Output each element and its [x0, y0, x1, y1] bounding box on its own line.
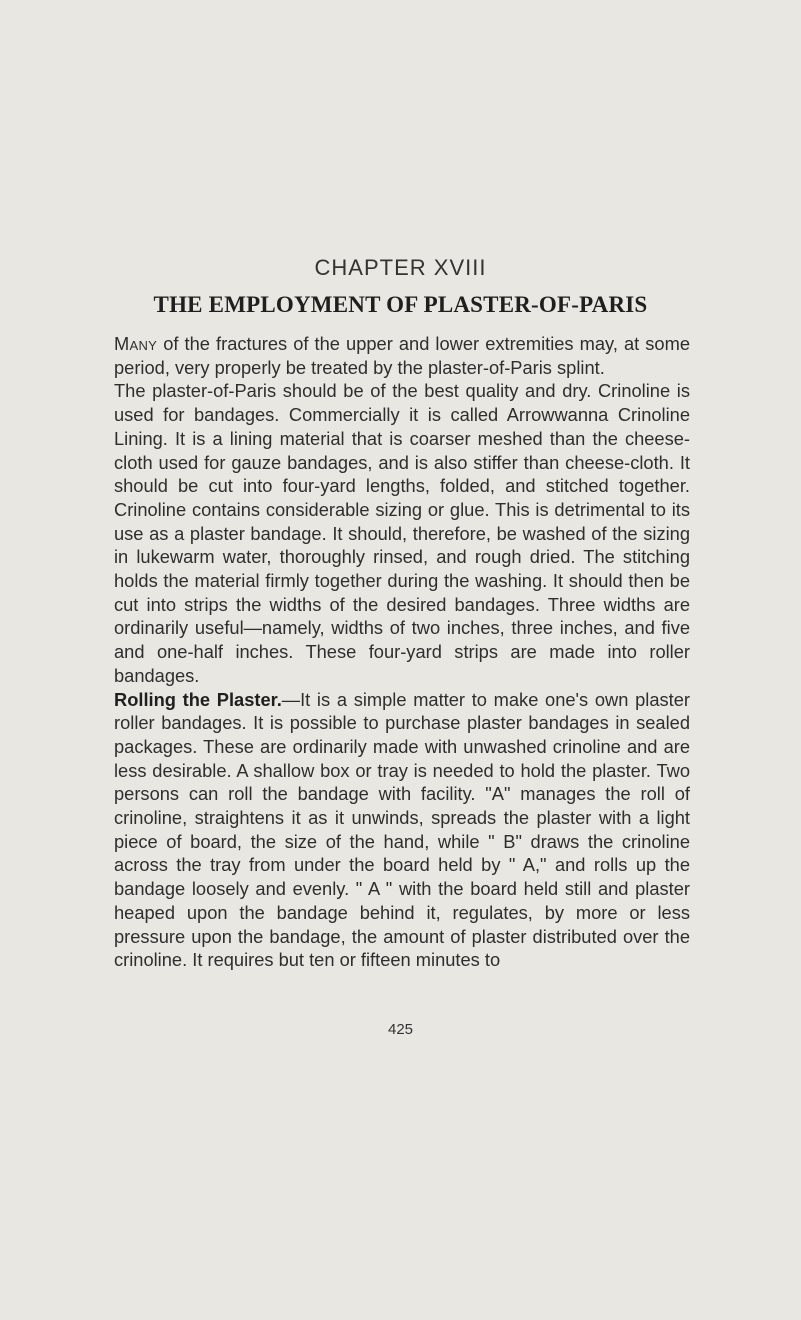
paragraph-3-text: —It is a simple matter to make one's own plaster roller bandages. It is possible to purchase plaster bandages in sealed packages. These are ordinarily made with unwashed crinoline and are less desirable. A shallow box or tray is needed to hold the plaster. Two persons can roll the bandage with facility. "A" manages the roll of crinoline, straightens it as it unwinds, spreads the plaster with a light piece of board, the size of the hand, while " B" draws the crinoline across the tray from under the board held by " A," and rolls up the bandage loosely and evenly. " A " with the board held still and plaster heaped upon the bandage behind it, regulates, by more or less pressure upon the bandage, the amount of plaster distributed over the crinoline. It requires but ten or fifteen minutes to: [114, 688, 690, 971]
paragraph-1: [114, 332, 690, 379]
paragraph-2: The plaster-of-Paris should be of the best quality and dry. Crinoline is used for bandages. Commercially it is called Arrowwanna Crinoline Lining. It is a lining material that is coarser meshed than the cheese-cloth used for gauze bandages, and is also stiffer than cheese-cloth. It should be cut into four-yard lengths, folded, and stitched together. Crinoline contains considerable sizing or glue. This is detrimental to its use as a plaster bandage. It should, therefore, be washed of the sizing in lukewarm water, thoroughly rinsed, and rough dried. The stitching holds the material firmly together during the washing. It should then be cut into strips the widths of the desired bandages. Three widths are ordinarily useful—namely, widths of two inches, three inches, and five and one-half inches. These four-yard strips are made into roller bandages.: [114, 380, 690, 686]
chapter-heading: CHAPTER XVIII: [314, 255, 487, 280]
paragraph-3: [114, 688, 690, 972]
paragraph-1-text: of the fractures of the upper and lower extremities may, at some period, very properly be treated by the plaster-of-Paris splint.: [114, 333, 690, 378]
paragraph-1-lead: Many: [114, 333, 158, 354]
chapter-title: THE EMPLOYMENT OF PLASTER-OF-PARIS: [153, 292, 648, 317]
body-text: [114, 332, 690, 972]
page-number: 425: [387, 1021, 414, 1038]
section-run-in-heading: Rolling the Plaster.: [114, 688, 282, 710]
